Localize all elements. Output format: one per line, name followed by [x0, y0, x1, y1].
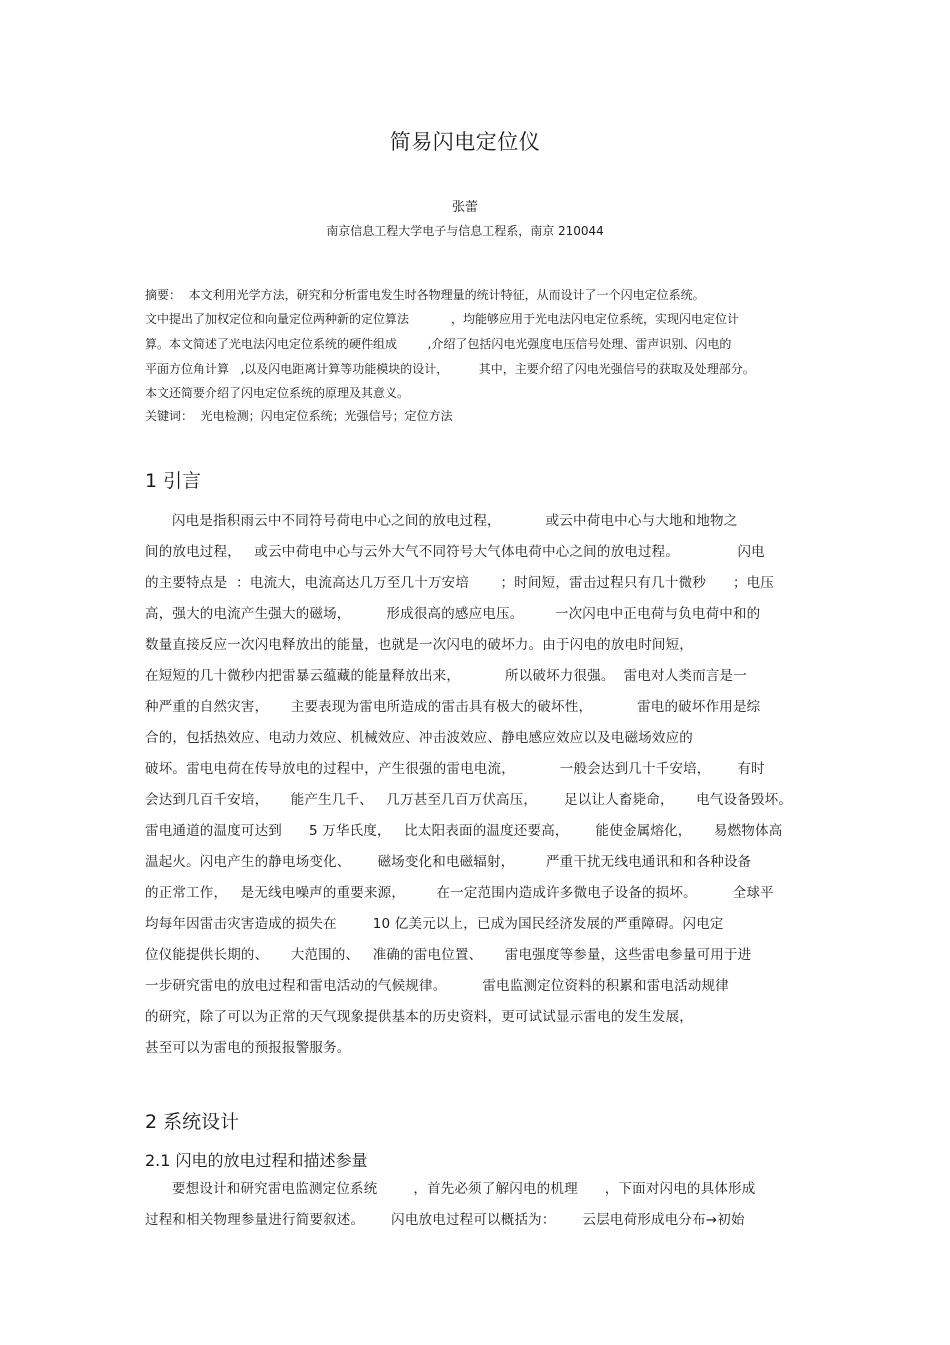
body-line: 破坏。雷电电荷在传导放电的过程中，产生很强的雷电电流， 一般会达到几十千安培， 有时: [145, 761, 765, 777]
abstract-line: 文中提出了加权定位和向量定位两种新的定位算法 ，均能够应用于光电法闪电定位系统，实现闪电定位计: [145, 312, 739, 326]
body-line: 的研究，除了可以为正常的天气现象提供基本的历史资料，更可试试显示雷电的发生发展，: [145, 1009, 693, 1025]
body-line: 均每年因雷击灾害造成的损失在 10 亿美元以上，已成为国民经济发展的严重障碍。闪电定: [145, 916, 724, 932]
abstract-line: 算。本文简述了光电法闪电定位系统的硬件组成 ,介绍了包括闪电光强度电压信号处理、雷声识别、闪电的: [145, 337, 732, 351]
section-heading-system-design: 2 系统设计: [145, 1111, 240, 1133]
body-line: 甚至可以为雷电的预报报警服务。: [145, 1040, 351, 1056]
body-line: 过程和相关物理参量进行简要叙述。 闪电放电过程可以概括为： 云层电荷形成电分布→初始: [145, 1212, 745, 1228]
abstract-line: 摘要： 本文利用光学方法，研究和分析雷电发生时各物理量的统计特征，从而设计了一个闪电定位系统。: [145, 288, 705, 302]
body-line: 雷电通道的温度可达到 5 万华氏度， 比太阳表面的温度还要高， 能使金属熔化， 易燃物体高: [145, 823, 783, 839]
body-line: 的正常工作， 是无线电噪声的重要来源， 在一定范围内造成许多微电子设备的损坏。 全球平: [145, 885, 774, 901]
body-line: 闪电是指积雨云中不同符号荷电中心之间的放电过程， 或云中荷电中心与大地和地物之: [145, 513, 738, 529]
body-line: 一步研究雷电的放电过程和雷电活动的气候规律。 雷电监测定位资料的积累和雷电活动规律: [145, 978, 729, 994]
body-line: 的主要特点是 ：电流大，电流高达几万至几十万安培 ；时间短，雷击过程只有几十微秒 ；电压: [145, 575, 775, 591]
body-line: 合的，包括热效应、电动力效应、机械效应、冲击波效应、静电感应效应以及电磁场效应的: [145, 730, 693, 746]
body-line: 数量直接反应一次闪电释放出的能量，也就是一次闪电的破坏力。由于闪电的放电时间短，: [145, 637, 693, 653]
body-line: 温起火。闪电产生的静电场变化、 磁场变化和电磁辐射， 严重干扰无线电通讯和和各种设备: [145, 854, 752, 870]
body-line: 要想设计和研究雷电监测定位系统 ，首先必须了解闪电的机理 ，下面对闪电的具体形成: [145, 1181, 756, 1197]
author-name: 张蕾: [451, 200, 478, 215]
body-line: 种严重的自然灾害， 主要表现为雷电所造成的雷击具有极大的破坏性， 雷电的破坏作用是综: [145, 699, 761, 715]
keywords-line: 关键词： 光电检测；闪电定位系统；光强信号；定位方法: [145, 409, 453, 423]
author-affiliation: 南京信息工程大学电子与信息工程系，南京 210044: [326, 224, 604, 238]
paper-title: 简易闪电定位仪: [389, 130, 541, 154]
body-line: 在短短的几十微秒内把雷暴云蕴藏的能量释放出来， 所以破坏力很强。 雷电对人类而言是一: [145, 668, 747, 684]
subsection-heading-discharge-process: 2.1 闪电的放电过程和描述参量: [145, 1151, 368, 1170]
abstract-line: 本文还简要介绍了闪电定位系统的原理及其意义。: [145, 386, 410, 400]
body-line: 会达到几百千安培， 能产生几千、 几万甚至几百万伏高压， 足以让人畜毙命， 电气设备毁坏。: [145, 792, 793, 808]
section-heading-introduction: 1 引言: [145, 470, 202, 492]
body-line: 位仪能提供长期的、 大范围的、 准确的雷电位置、 雷电强度等参量，这些雷电参量可用于进: [145, 947, 752, 963]
body-line: 高，强大的电流产生强大的磁场， 形成很高的感应电压。 一次闪电中正电荷与负电荷中和的: [145, 606, 761, 622]
abstract-line: 平面方位角计算 ,以及闪电距离计算等功能模块的设计， 其中，主要介绍了闪电光强信号的获取及处理部分。: [145, 362, 755, 376]
body-line: 间的放电过程， 或云中荷电中心与云外大气不同符号大气体电荷中心之间的放电过程。 闪电: [145, 544, 765, 560]
